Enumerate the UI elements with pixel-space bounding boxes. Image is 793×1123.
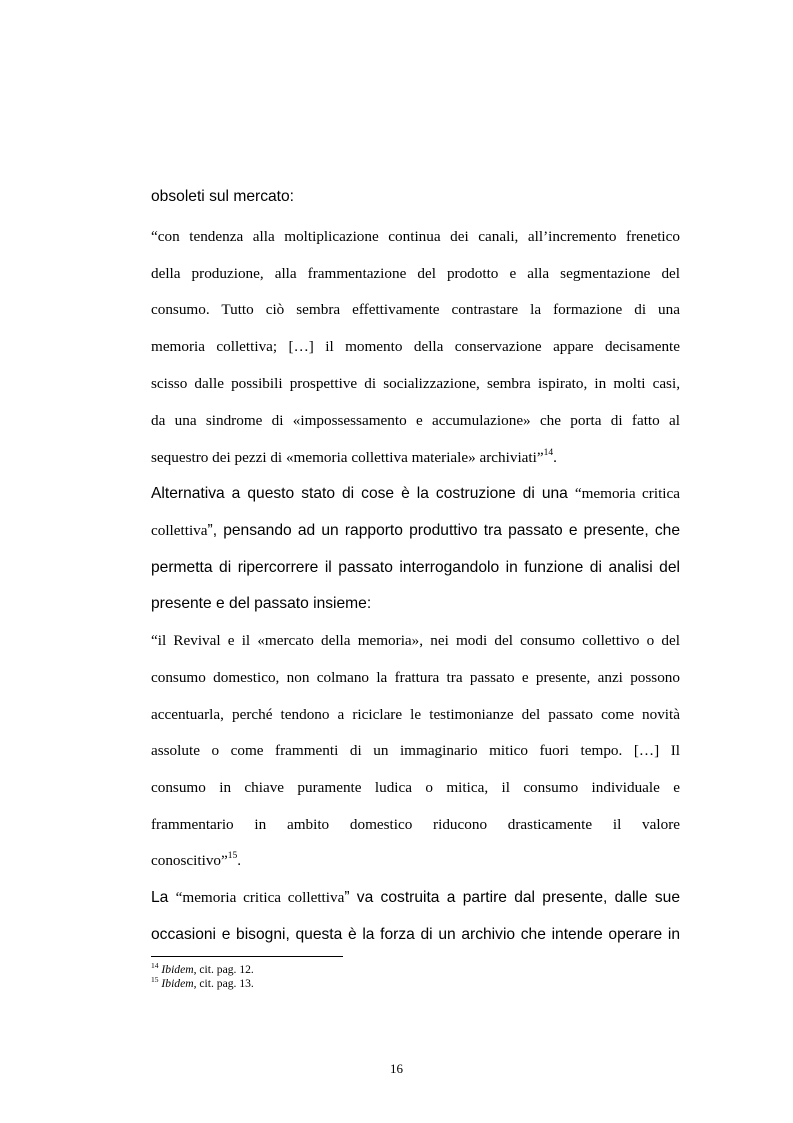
quote-line: memoria collettiva; […] il momento della conservazione appare decisamente [151,338,680,355]
footnote-divider [151,956,343,957]
text-line: occasioni e bisogni, questa è la forza di un archivio che intende operare in [151,926,680,943]
quote-line: sequestro dei pezzi di «memoria collettiva materiale» archiviati”$^{14}$. [151,447,557,466]
quote-line: consumo in chiave puramente ludica o mitica, il consumo individuale e [151,779,680,796]
text-line: La “memoria critica collettiva” va costruita a partire dal presente, dalle sue [151,889,680,906]
footnote-ref: 14 [543,447,554,458]
quote-line: consumo domestico, non colmano la frattura tra passato e presente, anzi possono [151,669,680,686]
footnote-ref: 15 [227,850,238,861]
footnote: $^{15}$ Ibidem, cit. pag. 13. [151,975,254,990]
text-line: obsoleti sul mercato: [151,188,295,205]
page-number: 16 [390,1061,403,1076]
footnote: $^{14}$ Ibidem, cit. pag. 12. [151,961,254,976]
quote-line: “con tendenza alla moltiplicazione continua dei canali, all’incremento frenetico [151,228,680,245]
quote-line: assolute o come frammenti di un immaginario mitico fuori tempo. […] Il [151,742,680,759]
quote-line: consumo. Tutto ciò sembra effettivamente contrastare la formazione di una [151,301,680,318]
quote-line: della produzione, alla frammentazione del prodotto e alla segmentazione del [151,265,680,282]
quote-line: conoscitivo”$^{15}$. [151,850,242,869]
text-line: collettiva”, pensando ad un rapporto produttivo tra passato e presente, che [151,522,680,539]
text-line: permetta di ripercorrere il passato interrogandolo in funzione di analisi del [151,559,680,576]
quote-line: “il Revival e il «mercato della memoria», nei modi del consumo collettivo o del [151,632,680,649]
quote-line: scisso dalle possibili prospettive di socializzazione, sembra ispirato, in molti casi, [151,375,680,392]
quote-line: accentuarla, perché tendono a riciclare le testimonianze del passato come novità [151,706,680,723]
quote-line: da una sindrome di «impossessamento e accumulazione» che porta di fatto al [151,412,680,429]
text-line: presente e del passato insieme: [151,595,372,612]
quote-line: frammentario in ambito domestico riducono drasticamente il valore [151,816,680,833]
text-line: Alternativa a questo stato di cose è la costruzione di una “memoria critica [151,485,680,502]
